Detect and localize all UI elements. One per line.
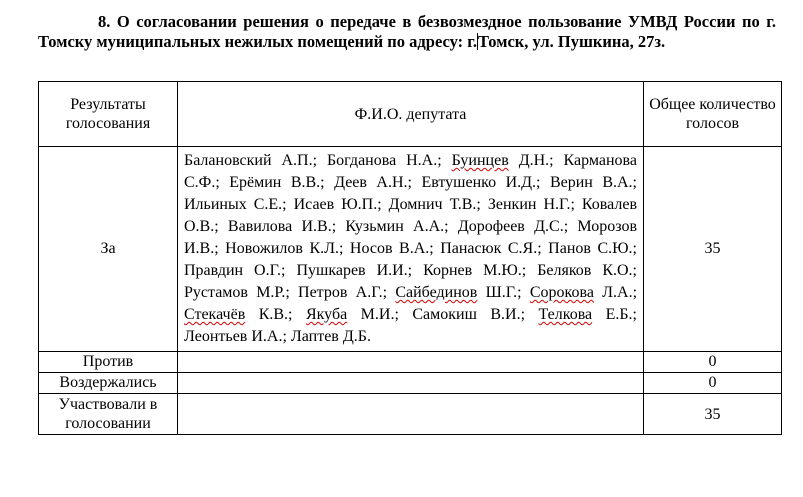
row-label-for: За <box>39 147 178 352</box>
voting-results-table <box>38 81 782 435</box>
total-abstained: 0 <box>644 373 782 394</box>
deputy-names-list: Балановский А.П.; Богданова Н.А.; Буинцев Д.Н.; Карманова С.Ф.; Ерёмин В.В.; Деев А.Н.; Евтушенко И.Д.; Верин В.А.; Ильиных С.Е.; Исаев Ю.П.; Домнич Т.В.; Зенкин Н.Г.; Ковалев О.В.; Вавилова И.В.; Кузьмин А.А.; Дорофеев Д.С.; Морозов И.В.; Новожилов К.Л.; Носов В.А.; Панасюк С.Я.; Панов С.Ю.; Правдин О.Г.; Пушкарев И.И.; Корнев М.Ю.; Беляков К.О.; Рустамов М.Р.; Петров А.Г.; Сайбединов Ш.Г.; Сорокова Л.А.; Стекачёв К.В.; Якуба М.И.; Самокиш В.И.; Телкова Е.Б.; Леонтьев И.А.; Лаптев Д.Б. <box>178 147 644 352</box>
total-participated: 35 <box>644 394 782 435</box>
row-label-participated: Участвовали в голосовании <box>39 394 178 435</box>
names-participated <box>178 394 644 435</box>
table-row-for <box>39 147 782 352</box>
heading-text-part2: Томск, ул. Пушкина, 27з. <box>478 32 666 51</box>
header-total-votes: Общее количество голосов <box>644 82 782 147</box>
row-label-against: Против <box>39 352 178 373</box>
spellcheck-word: Якуба <box>305 306 348 323</box>
spellcheck-word: Сайбединов <box>395 284 478 301</box>
table-header-row <box>39 82 782 147</box>
total-for: 35 <box>644 147 782 352</box>
names-abstained <box>178 373 644 394</box>
agenda-item-heading <box>38 12 776 52</box>
spellcheck-word: Буинцев <box>451 152 509 169</box>
table-row-against <box>39 352 782 373</box>
heading-text-part1: 8. О согласовании решения о передаче в безвозмездное пользование УМВД России по г. Томску муниципальных нежилых помещений по адресу: г. <box>38 12 776 51</box>
total-against: 0 <box>644 352 782 373</box>
header-results: Результаты голосования <box>39 82 178 147</box>
spellcheck-word: Сорокова <box>529 284 594 301</box>
names-against <box>178 352 644 373</box>
header-deputy-name: Ф.И.О. депутата <box>178 82 644 147</box>
spellcheck-word: Стекачёв <box>184 306 246 323</box>
table-row-abstained <box>39 373 782 394</box>
table-row-participated <box>39 394 782 435</box>
spellcheck-word: Телкова <box>538 306 593 323</box>
row-label-abstained: Воздержались <box>39 373 178 394</box>
